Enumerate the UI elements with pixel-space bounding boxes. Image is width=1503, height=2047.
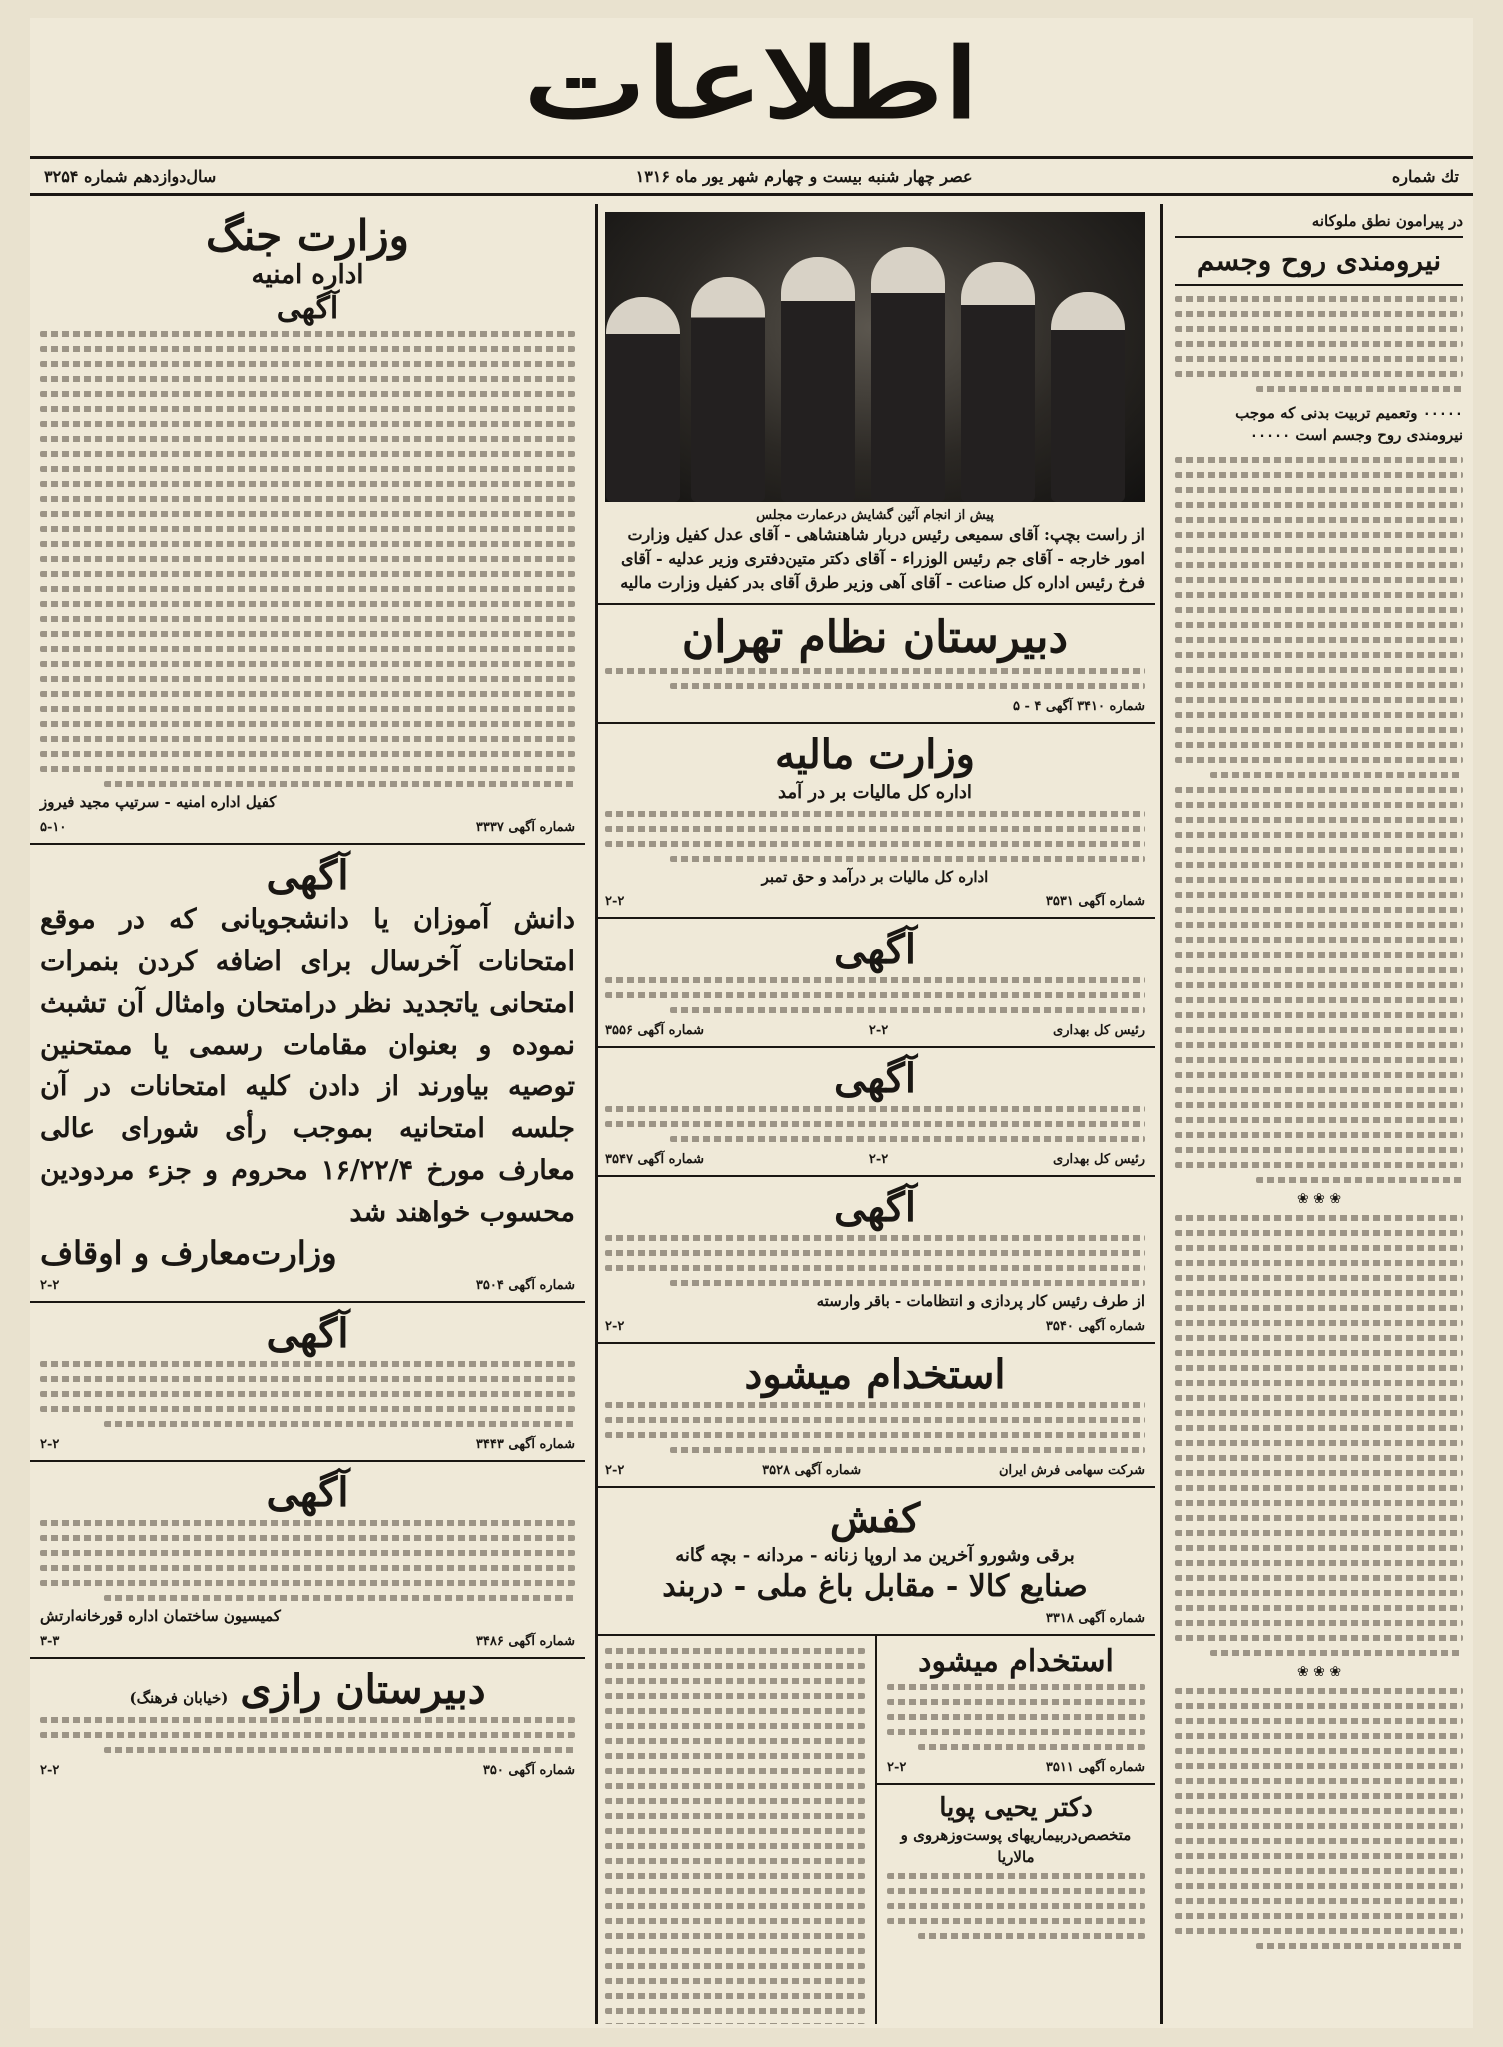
ad-school-tehran-title: دبیرستان نظام تهران — [681, 612, 1069, 663]
ad-orphanage-number: شماره آگهی ۳۴۸۶ — [475, 1633, 575, 1649]
ad-razi-code: ۲-۲ — [40, 1762, 60, 1778]
ad-finance-footer: اداره کل مالیات بر درآمد و حق تمبر — [761, 867, 989, 886]
ad-hiring-1-signature: شرکت سهامی فرش ایران — [998, 1462, 1145, 1478]
ad-land-title: آگهی — [266, 1310, 349, 1358]
ad-doctor — [877, 1785, 1155, 1951]
split-right — [875, 1636, 1155, 2024]
masthead-title: اطلاعات — [523, 26, 980, 140]
ad-hiring-1 — [595, 1344, 1155, 1488]
ad-war-code: ۵-۱۰ — [40, 819, 67, 835]
ad-procurement-code: ۲-۲ — [605, 1318, 625, 1334]
editorial-kicker: در پیرامون نطق ملوکانه — [1311, 212, 1463, 230]
columns — [30, 204, 1473, 2024]
ornament-1: ❀ ❀ ❀ — [1296, 1190, 1342, 1207]
ornament-2: ❀ ❀ ❀ — [1296, 1663, 1342, 1680]
ad-health-2-signature: رئیس کل بهداری — [1053, 1152, 1145, 1168]
ad-procurement-signature: از طرف رئیس کار پردازی و انتظامات - باقر وارسته — [816, 1292, 1145, 1311]
editorial-text-3 — [1175, 1211, 1463, 1660]
ad-hiring-1-number: شماره آگهی ۳۵۲۸ — [762, 1462, 862, 1478]
ad-doctor-name: دکتر یحیی پویا — [939, 1792, 1093, 1823]
ad-procurement-number: شماره آگهی ۳۵۴۰ — [1045, 1318, 1145, 1334]
ad-school-tehran-number: شماره ۳۴۱۰ آگهی ۴ - ۵ — [1012, 698, 1145, 714]
ad-razi — [30, 1659, 585, 1786]
ad-land — [30, 1303, 585, 1462]
issue-number: سال‌دوازدهم شماره ۳۲۵۴ — [44, 166, 217, 186]
ad-shoes — [595, 1488, 1155, 1636]
ad-finance-number: شماره آگهی ۳۵۳۱ — [1045, 894, 1145, 910]
editorial-quote: ۰۰۰۰۰ وتعمیم تربیت بدنی که موجب نیرومندی روح وجسم است ۰۰۰۰۰ — [1235, 403, 1463, 445]
ad-razi-subtitle: (خیابان فرهنگ) — [129, 1688, 229, 1707]
ad-education — [30, 845, 585, 1303]
ad-education-text: دانش آموزان یا دانشجویانی که در موقع امتحانات آخرسال برای اضافه کردن بنمرات امتحانی یاتجدید نظر درامتحان وامثال آن تشبث نموده و بعنوان مقامات رسمی یا ممتحنین توصیه بیاورند از دادن کلیه امتحانات در آن جلسه امتحانیه بموجب رأی شورای عالی معارف مورخ ۱۶/۲۲/۴ محروم و جزء مردودین محسوب خواهند شد — [40, 903, 575, 1228]
ad-hiring-2-number: شماره آگهی ۳۵۱۱ — [1045, 1759, 1145, 1775]
left-column — [30, 204, 585, 2024]
ad-shoes-line1: برقی وشورو آخرین مد اروپا زنانه - مردانه - بچه گانه — [675, 1544, 1075, 1566]
ad-procurement-title: آگهی — [834, 1184, 916, 1232]
editorial-text-4 — [1175, 1684, 1463, 1953]
editorial-headline: نیرومندی روح وجسم — [1175, 236, 1463, 286]
ad-war-number: شماره آگهی ۳۳۳۷ — [475, 819, 575, 835]
ad-orphanage-code: ۳-۳ — [40, 1633, 60, 1649]
ad-education-title: آگهی — [266, 851, 349, 899]
ad-hiring-2-title: استخدام میشود — [918, 1643, 1114, 1679]
ad-school-tehran — [595, 605, 1155, 724]
ad-war-title: وزارت جنگ — [206, 211, 409, 260]
split-row — [595, 1636, 1155, 2024]
ad-war-subtitle: اداره امنیه — [251, 260, 364, 291]
ad-health-2 — [595, 1048, 1155, 1177]
ad-war-notice: آگهی — [276, 291, 339, 327]
ad-war-ministry — [30, 204, 585, 845]
ad-hiring-1-code: ۲-۲ — [605, 1462, 625, 1478]
ad-war-signature: کفیل اداره امنیه - سرتیپ مجید فیروز — [40, 793, 277, 812]
ad-orphanage — [30, 1462, 585, 1659]
middle-column — [595, 204, 1155, 2024]
ad-education-signature: وزارت‌معارف و اوقاف — [40, 1233, 337, 1272]
ad-procurement — [595, 1177, 1155, 1344]
ad-health-2-number: شماره آگهی ۳۵۴۷ — [605, 1152, 705, 1168]
photo-caption-text: از راست بچپ: آقای سمیعی رئیس دربار شاهنشاهی - آقای عدل کفیل وزارت امور خارجه - آقای جم رئیس الوزراء - آقای دکتر متین‌دفتری وزیر عدلیه - آقای فرخ رئیس اداره کل صناعت - آقای آهی وزیر طرق آقای بدر کفیل وزارت مالیه — [620, 525, 1145, 592]
dateline-bar — [30, 156, 1473, 196]
column-rule — [1160, 204, 1163, 2024]
ad-orphanage-title: آگهی — [266, 1469, 349, 1517]
editorial-text-2 — [1175, 453, 1463, 1187]
ad-health-1 — [595, 919, 1155, 1048]
ad-hiring-2-code: ۲-۲ — [887, 1759, 907, 1775]
ad-hiring-1-title: استخدام میشود — [744, 1350, 1006, 1398]
photo-block — [595, 204, 1155, 605]
ad-finance — [595, 724, 1155, 920]
ad-finance-code: ۲-۲ — [605, 894, 625, 910]
ad-finance-subtitle: اداره کل مالیات بر در آمد — [778, 781, 972, 803]
ad-education-code: ۲-۲ — [40, 1278, 60, 1294]
column-rule — [595, 204, 598, 2024]
ad-land-code: ۲-۲ — [40, 1437, 60, 1453]
ad-land-number: شماره آگهی ۳۴۴۳ — [475, 1437, 575, 1453]
ad-hiring-2 — [877, 1636, 1155, 1785]
ad-health-1-title: آگهی — [834, 926, 916, 974]
ad-health-1-code: ۲-۲ — [868, 1023, 889, 1039]
ad-health-2-title: آگهی — [834, 1055, 916, 1103]
newspaper-page — [30, 18, 1473, 2028]
ad-orphanage-signature: کمیسیون ساختمان اداره قورخانه‌ارتش — [40, 1607, 281, 1626]
masthead — [30, 18, 1473, 148]
ad-razi-title: دبیرستان رازی — [240, 1665, 486, 1713]
ad-doctor-specialty: متخصص‌دربیماریهای پوست‌وزهروی و مالاریا — [900, 1825, 1132, 1867]
photo-caption-title: پیش از انجام آئین گشایش درعمارت مجلس — [756, 508, 994, 523]
parliament-photo — [605, 212, 1145, 502]
ad-finance-title: وزارت مالیه — [775, 730, 975, 778]
ad-education-number: شماره آگهی ۳۵۰۴ — [475, 1278, 575, 1294]
ad-health-2-code: ۲-۲ — [868, 1152, 889, 1168]
ad-health-1-number: شماره آگهی ۳۵۵۶ — [605, 1023, 705, 1039]
editorial-text-1 — [1175, 292, 1463, 396]
editorial-column — [1165, 204, 1473, 2024]
ad-shoes-number: شماره آگهی ۳۳۱۸ — [1045, 1610, 1145, 1626]
issue-price: تك شماره — [1391, 166, 1459, 186]
ad-health-1-signature: رئیس کل بهداری — [1053, 1023, 1145, 1039]
ad-shoes-line2: صنایع کالا - مقابل باغ ملی - دربند — [662, 1568, 1088, 1604]
issue-date: عصر چهار شنبه بیست و چهارم شهر یور ماه ۱۳۱۶ — [635, 166, 973, 186]
split-left — [595, 1636, 875, 2024]
ad-razi-number: شماره آگهی ۳۵۰ — [482, 1762, 575, 1778]
ad-shoes-title: کفش — [829, 1494, 921, 1542]
